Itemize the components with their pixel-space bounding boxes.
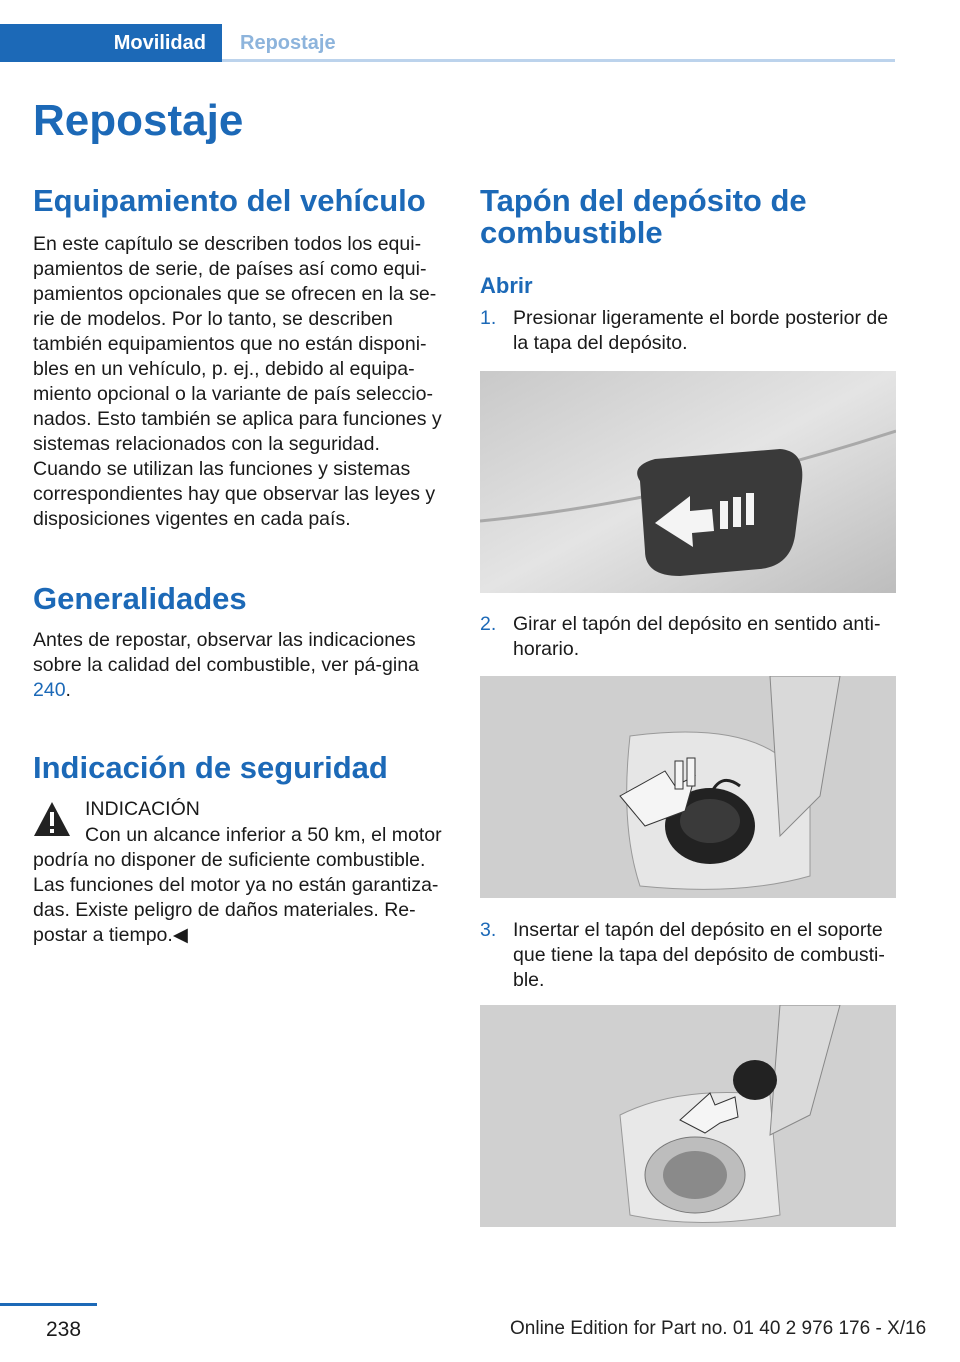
section-body-generalidades (33, 628, 448, 703)
section-title-generalidades: Generalidades (33, 581, 247, 616)
section-title-equipamiento: Equipamiento del vehículo (33, 183, 426, 218)
step-2 (480, 612, 896, 662)
step-number: 3. (480, 919, 497, 941)
section-title-seguridad: Indicación de seguridad (33, 750, 388, 785)
tab-underline (222, 59, 895, 62)
warning-box (33, 795, 448, 948)
page-number: 238 (46, 1318, 82, 1341)
tab-repostaje[interactable]: Repostaje (240, 31, 336, 54)
section-body-equipamiento: En este capítulo se describen todos los equi-pamientos de serie, de países así como equi-pamientos opcionales que se ofrecen en la se-rie de modelos. Por lo tanto, se describen también equipamientos que no están disponi-bles en un vehículo, p. ej., debido al equipa-miento opcional o la variante de país seleccio-nados. Esto también se aplica para funciones y sistemas relacionados con la seguridad. Cuando se utilizan las funciones y sistemas correspondientes hay que observar las leyes y disposiciones vigentes en cada país. (33, 233, 442, 530)
subsection-title-abrir: Abrir (480, 273, 533, 298)
page-link[interactable]: 240 (33, 679, 66, 701)
section-title-tapon: Tapón del depósito de combustible (480, 183, 807, 250)
step-1 (480, 306, 896, 356)
step-text: Insertar el tapón del depósito en el soporte que tiene la tapa del depósito de combusti-ble. (513, 919, 885, 991)
step-text: Girar el tapón del depósito en sentido anti-horario. (513, 613, 881, 660)
warning-text: Con un alcance inferior a 50 km, el motor podría no disponer de suficiente combustible. Las funciones del motor ya no están garantiza-das. Existe peligro de daños materiales. Re-postar a tiempo.◀ (33, 824, 442, 946)
photo-fuel-flap-press (480, 371, 896, 593)
warning-label: INDICACIÓN (85, 798, 200, 820)
step-3 (480, 918, 896, 993)
generalidades-text: Antes de repostar, observar las indicaciones sobre la calidad del combustible, ver pá-gina (33, 629, 419, 676)
step-number: 1. (480, 307, 497, 329)
chapter-tabbar (0, 24, 895, 62)
photo-cap-turn (480, 676, 896, 898)
tab-movilidad[interactable]: Movilidad (0, 24, 222, 62)
warning-triangle-icon (33, 801, 71, 837)
step-number: 2. (480, 613, 497, 635)
step-text: Presionar ligeramente el borde posterior de la tapa del depósito. (513, 307, 889, 354)
photo-cap-holder (480, 1005, 896, 1227)
page-title: Repostaje (33, 96, 244, 145)
footer-accent-line (0, 1303, 97, 1306)
edition-note: Online Edition for Part no. 01 40 2 976 176 - X/16 (510, 1318, 927, 1339)
generalidades-end: . (65, 679, 71, 701)
